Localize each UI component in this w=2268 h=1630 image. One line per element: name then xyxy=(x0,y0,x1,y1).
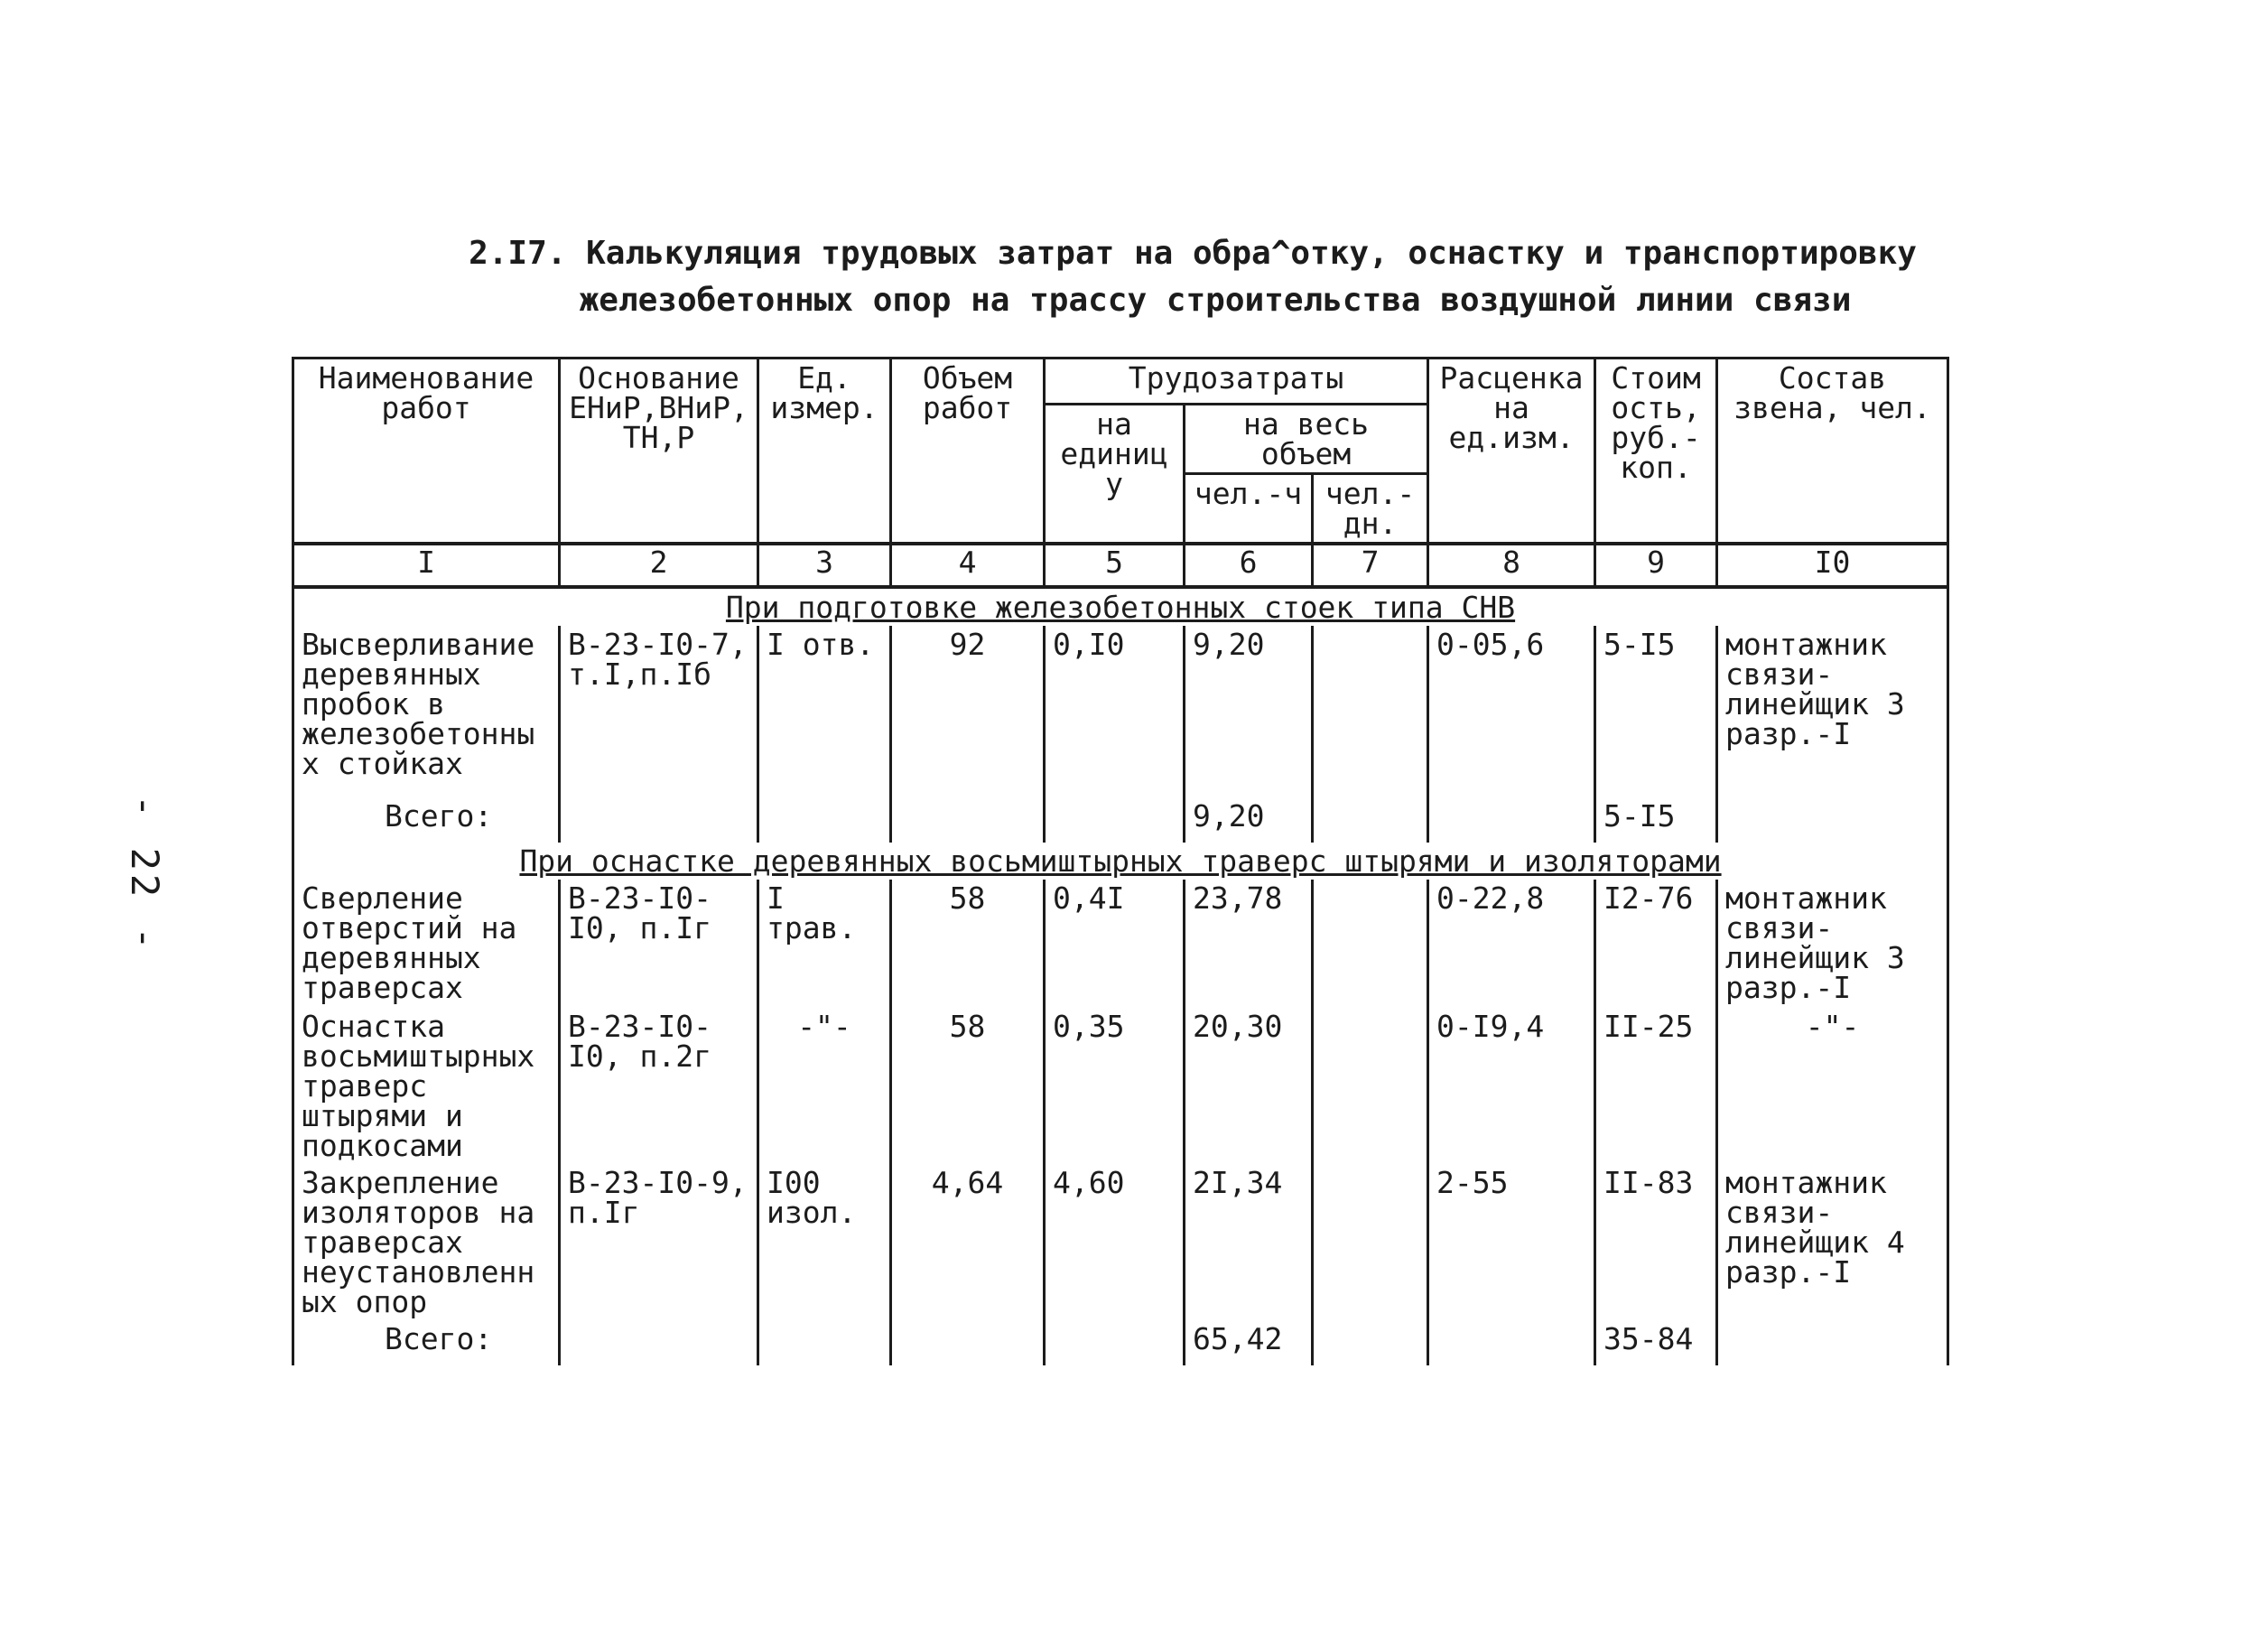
cell-per-unit: 0,35 xyxy=(1045,1008,1185,1164)
section-title: При оснастке деревянных восьмиштырных траверс штырями и изоляторами xyxy=(293,843,1948,880)
total-label: Всего: xyxy=(293,1320,560,1365)
total-cost: 5-I5 xyxy=(1595,797,1717,843)
page-number: - 22 - xyxy=(123,795,167,954)
cell-per-unit: 4,60 xyxy=(1045,1164,1185,1320)
header-man-hours: чел.-ч xyxy=(1185,474,1313,545)
title-line-1: 2.I7. Калькуляция трудовых затрат на обра^отку, оснастку и транспортировку xyxy=(469,235,1917,272)
cell-rate: 0-22,8 xyxy=(1428,880,1595,1008)
cell-name: Высверливание деревянных пробок в железобетонных стойках xyxy=(293,626,560,797)
cell-crew: -"- xyxy=(1717,1008,1948,1164)
cell-man-hours: 2I,34 xyxy=(1185,1164,1313,1320)
cell-crew: монтажник связи-линейщик 3 разр.-I xyxy=(1717,880,1948,1008)
column-number: 2 xyxy=(560,544,758,587)
cell-rate: 0-I9,4 xyxy=(1428,1008,1595,1164)
total-row xyxy=(293,1320,1948,1365)
cell-unit: I трав. xyxy=(758,880,891,1008)
cell-man-days xyxy=(1313,880,1428,1008)
column-number: 7 xyxy=(1313,544,1428,587)
cell-man-days xyxy=(1313,1164,1428,1320)
cell-volume: 58 xyxy=(891,880,1045,1008)
column-number: 3 xyxy=(758,544,891,587)
header-total-volume: на весь объем xyxy=(1185,405,1428,474)
cell-name: Закрепление изоляторов на траверсах неустановленных опор xyxy=(293,1164,560,1320)
header-basis: Основание ЕНиР,ВНиР, ТН,Р xyxy=(560,359,758,545)
header-name: Наименование работ xyxy=(293,359,560,545)
section-title: При подготовке железобетонных стоек типа СНВ xyxy=(293,587,1948,626)
total-man-hours: 65,42 xyxy=(1185,1320,1313,1365)
cell-basis: В-23-I0-I0, п.Iг xyxy=(560,880,758,1008)
cell-volume: 4,64 xyxy=(891,1164,1045,1320)
header-unit: Ед. измер. xyxy=(758,359,891,545)
cell-name: Оснастка восьмиштырных траверс штырями и подкосами xyxy=(293,1008,560,1164)
cell-man-days xyxy=(1313,626,1428,797)
cell-man-hours: 23,78 xyxy=(1185,880,1313,1008)
cell-unit: I00 изол. xyxy=(758,1164,891,1320)
total-cost: 35-84 xyxy=(1595,1320,1717,1365)
column-number: 4 xyxy=(891,544,1045,587)
total-row xyxy=(293,797,1948,843)
table-row xyxy=(293,880,1948,1008)
labor-cost-table xyxy=(292,357,1949,1365)
cell-rate: 2-55 xyxy=(1428,1164,1595,1320)
total-man-hours: 9,20 xyxy=(1185,797,1313,843)
header-man-days: чел.-дн. xyxy=(1313,474,1428,545)
cell-man-hours: 9,20 xyxy=(1185,626,1313,797)
total-label: Всего: xyxy=(293,797,560,843)
document-title xyxy=(0,230,2268,324)
cell-basis: В-23-I0-I0, п.2г xyxy=(560,1008,758,1164)
cell-basis: В-23-I0-9, п.Iг xyxy=(560,1164,758,1320)
cell-per-unit: 0,I0 xyxy=(1045,626,1185,797)
header-volume: Объем работ xyxy=(891,359,1045,545)
cell-volume: 58 xyxy=(891,1008,1045,1164)
table-row xyxy=(293,1164,1948,1320)
cell-cost: II-83 xyxy=(1595,1164,1717,1320)
column-number: I xyxy=(293,544,560,587)
cell-man-hours: 20,30 xyxy=(1185,1008,1313,1164)
cell-crew: монтажник связи-линейщик 4 разр.-I xyxy=(1717,1164,1948,1320)
header-rate: Расценка на ед.изм. xyxy=(1428,359,1595,545)
column-number: 8 xyxy=(1428,544,1595,587)
cell-unit: I отв. xyxy=(758,626,891,797)
table-row xyxy=(293,1008,1948,1164)
cell-volume: 92 xyxy=(891,626,1045,797)
cell-cost: I2-76 xyxy=(1595,880,1717,1008)
column-numbers-row xyxy=(293,544,1948,587)
cell-cost: 5-I5 xyxy=(1595,626,1717,797)
column-number: 9 xyxy=(1595,544,1717,587)
cell-rate: 0-05,6 xyxy=(1428,626,1595,797)
header-per-unit: на единицу xyxy=(1045,405,1185,545)
header-cost: Стоимость, руб.-коп. xyxy=(1595,359,1717,545)
cell-unit: -"- xyxy=(758,1008,891,1164)
column-number: I0 xyxy=(1717,544,1948,587)
table-row xyxy=(293,626,1948,797)
header-crew: Состав звена, чел. xyxy=(1717,359,1948,545)
title-line-2: железобетонных опор на трассу строительства воздушной линии связи xyxy=(579,282,1852,319)
section-heading-row xyxy=(293,587,1948,626)
header-labor: Трудозатраты xyxy=(1045,359,1428,405)
cell-crew: монтажник связи-линейщик 3 разр.-I xyxy=(1717,626,1948,797)
section-heading-row xyxy=(293,843,1948,880)
column-number: 5 xyxy=(1045,544,1185,587)
cell-cost: II-25 xyxy=(1595,1008,1717,1164)
cell-man-days xyxy=(1313,1008,1428,1164)
column-number: 6 xyxy=(1185,544,1313,587)
cell-name: Сверление отверстий на деревянных траверсах xyxy=(293,880,560,1008)
cell-basis: В-23-I0-7, т.I,п.Iб xyxy=(560,626,758,797)
cell-per-unit: 0,4I xyxy=(1045,880,1185,1008)
